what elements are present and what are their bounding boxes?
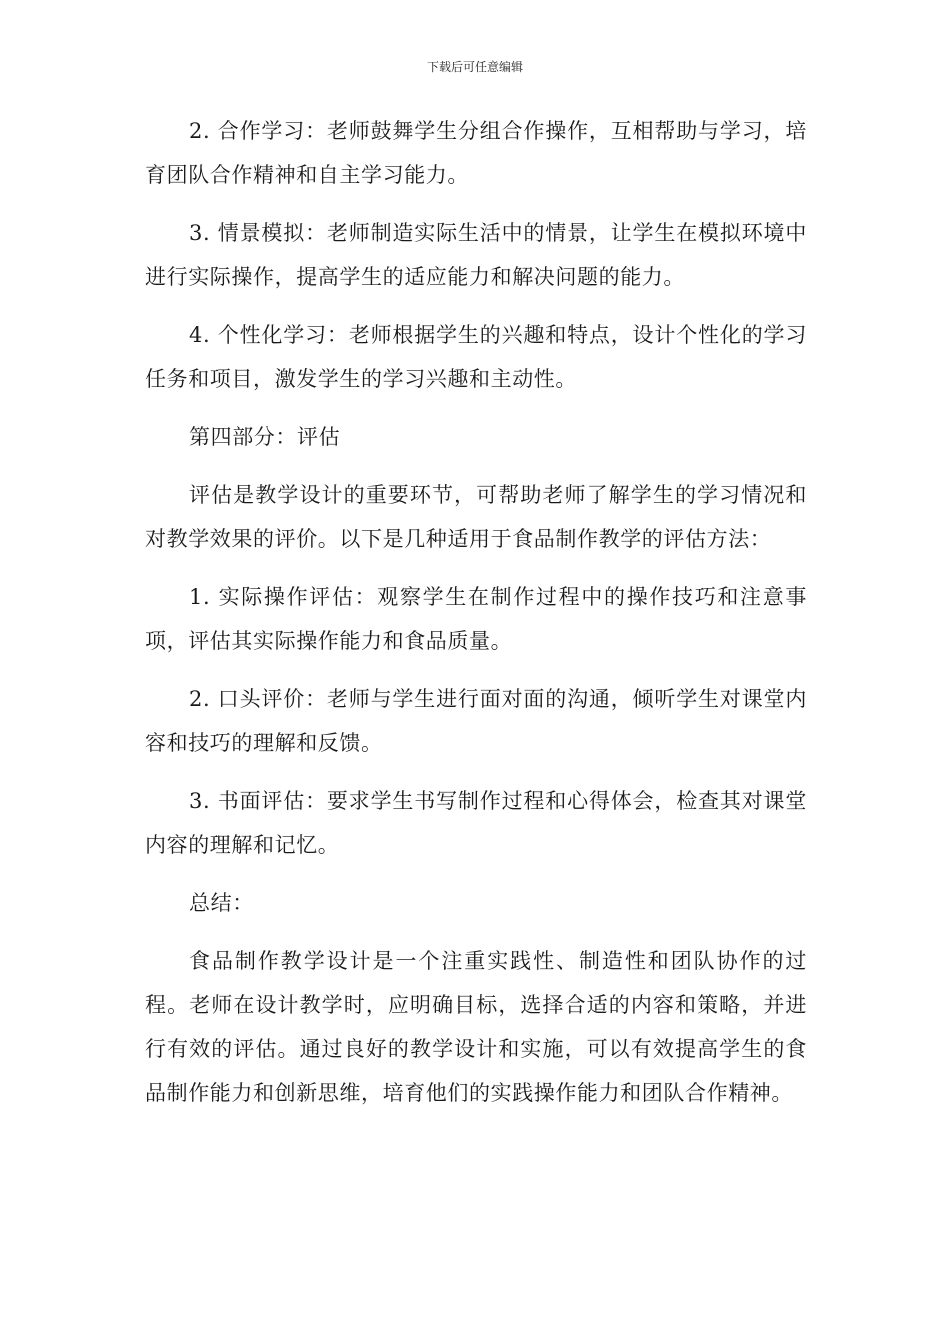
paragraph-assessment-intro: 评估是教学设计的重要环节，可帮助老师了解学生的学习情况和对教学效果的评价。以下是几种适用于食品制作教学的评估方法： [145, 483, 807, 551]
paragraph-scenario-simulation: 3. 情景模拟：老师制造实际生活中的情景，让学生在模拟环境中进行实际操作，提高学生的适应能力和解决问题的能力。 [145, 221, 807, 289]
section-heading-assessment: 第四部分：评估 [189, 425, 341, 449]
paragraph-written-assessment: 3. 书面评估：要求学生书写制作过程和心得体会，检查其对课堂内容的理解和记忆。 [145, 789, 807, 857]
paragraph-practical-assessment: 1. 实际操作评估：观察学生在制作过程中的操作技巧和注意事项，评估其实际操作能力和食品质量。 [145, 585, 807, 653]
section-heading-summary: 总结： [189, 891, 254, 915]
paragraph-personalized-learning: 4. 个性化学习：老师根据学生的兴趣和特点，设计个性化的学习任务和项目，激发学生的学习兴趣和主动性。 [145, 323, 807, 391]
document-body [145, 109, 807, 1129]
paragraph-cooperative-learning: 2. 合作学习：老师鼓舞学生分组合作操作，互相帮助与学习，培育团队合作精神和自主学习能力。 [145, 119, 807, 187]
paragraph-oral-evaluation: 2. 口头评价：老师与学生进行面对面的沟通，倾听学生对课堂内容和技巧的理解和反馈。 [145, 687, 807, 755]
page-header-note: 下载后可任意编辑 [426, 60, 523, 74]
paragraph-summary: 食品制作教学设计是一个注重实践性、制造性和团队协作的过程。老师在设计教学时，应明确目标，选择合适的内容和策略，并进行有效的评估。通过良好的教学设计和实施，可以有效提高学生的食品制作能力和创新思维，培育他们的实践操作能力和团队合作精神。 [145, 949, 807, 1105]
